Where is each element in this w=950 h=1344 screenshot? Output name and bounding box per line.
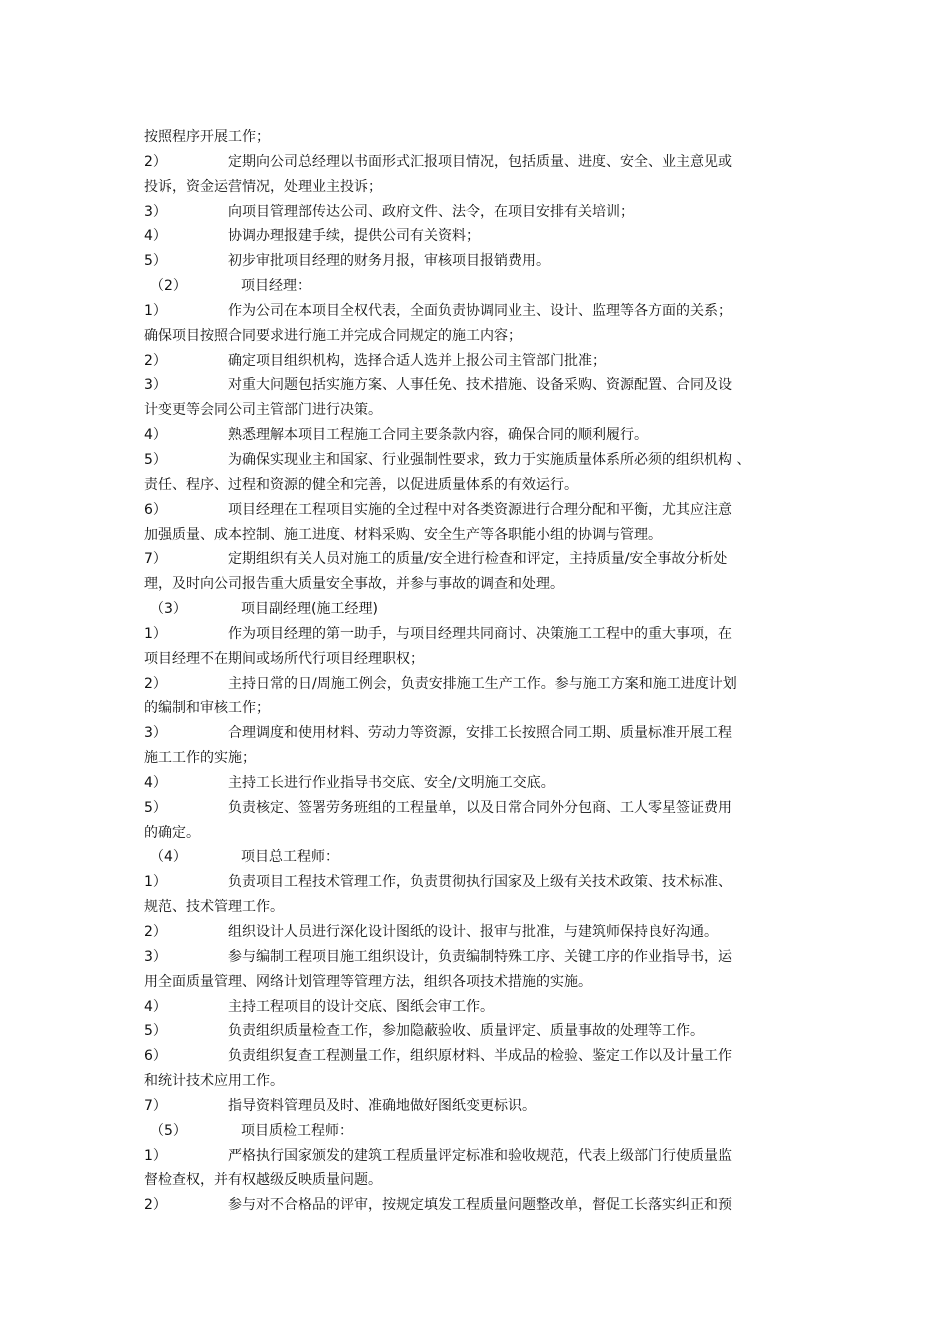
list-item bbox=[144, 945, 812, 970]
list-item bbox=[144, 1144, 812, 1169]
item-number: 1） bbox=[144, 1147, 167, 1164]
item-number: 4） bbox=[144, 998, 167, 1015]
list-item bbox=[144, 200, 812, 225]
item-number: 4） bbox=[144, 774, 167, 791]
section-number: （3） bbox=[150, 601, 187, 618]
item-number: 5） bbox=[144, 799, 167, 816]
list-item bbox=[144, 299, 812, 324]
section-title: 项目质检工程师： bbox=[241, 1122, 353, 1139]
list-item bbox=[144, 349, 812, 374]
item-text: 负责项目工程技术管理工作，负责贯彻执行国家及上级有关技术政策、技术标准、 bbox=[228, 874, 732, 891]
item-number: 2） bbox=[144, 352, 167, 369]
list-item bbox=[144, 498, 812, 523]
section-number: （5） bbox=[150, 1122, 187, 1139]
item-text: 项目经理在工程项目实施的全过程中对各类资源进行合理分配和平衡，尤其应注意 bbox=[228, 501, 732, 518]
item-number: 5） bbox=[144, 253, 167, 270]
continuation-line bbox=[144, 821, 812, 846]
list-item bbox=[144, 870, 812, 895]
list-item bbox=[144, 920, 812, 945]
item-text: 主持日常的日/周施工例会，负责安排施工生产工作。参与施工方案和施工进度计划 bbox=[228, 675, 737, 692]
continuation-text: 计变更等会同公司主管部门进行决策。 bbox=[144, 402, 382, 419]
item-number: 3） bbox=[144, 377, 167, 394]
item-number: 7） bbox=[144, 551, 167, 568]
continuation-text: 投诉，资金运营情况，处理业主投诉； bbox=[144, 178, 382, 195]
document-body bbox=[144, 125, 812, 1218]
continuation-text: 责任、程序、过程和资源的健全和完善，以促进质量体系的有效运行。 bbox=[144, 476, 578, 493]
section-heading bbox=[144, 1119, 812, 1144]
section-title: 项目总工程师： bbox=[241, 849, 339, 866]
section-heading bbox=[144, 274, 812, 299]
continuation-line bbox=[144, 647, 812, 672]
item-text: 作为项目经理的第一助手，与项目经理共同商讨、决策施工工程中的重大事项，在 bbox=[228, 625, 732, 642]
item-text: 指导资料管理员及时、准确地做好图纸变更标识。 bbox=[228, 1097, 536, 1114]
item-text: 定期组织有关人员对施工的质量/安全进行检查和评定，主持质量/安全事故分析处 bbox=[228, 551, 728, 568]
item-number: 2） bbox=[144, 675, 167, 692]
continuation-line bbox=[144, 1069, 812, 1094]
continuation-text: 和统计技术应用工作。 bbox=[144, 1073, 284, 1090]
continuation-line bbox=[144, 970, 812, 995]
continuation-line bbox=[144, 572, 812, 597]
list-item bbox=[144, 672, 812, 697]
list-item bbox=[144, 622, 812, 647]
item-text: 主持工长进行作业指导书交底、安全/文明施工交底。 bbox=[228, 774, 555, 791]
continuation-text: 用全面质量管理、网络计划管理等管理方法，组织各项技术措施的实施。 bbox=[144, 973, 592, 990]
continuation-line bbox=[144, 175, 812, 200]
item-number: 5） bbox=[144, 451, 167, 468]
item-text: 组织设计人员进行深化设计图纸的设计、报审与批准，与建筑师保持良好沟通。 bbox=[228, 924, 718, 940]
continuation-line bbox=[144, 1168, 812, 1193]
item-text: 负责组织复查工程测量工作，组织原材料、半成品的检验、鉴定工作以及计量工作 bbox=[228, 1048, 732, 1065]
item-text: 向项目管理部传达公司、政府文件、法令，在项目安排有关培训； bbox=[228, 203, 634, 220]
section-number: （4） bbox=[150, 849, 187, 866]
list-item bbox=[144, 1019, 812, 1044]
item-number: 4） bbox=[144, 228, 167, 245]
list-item bbox=[144, 547, 812, 572]
continuation-line bbox=[144, 696, 812, 721]
continuation-text: 督检查权，并有权越级反映质量问题。 bbox=[144, 1172, 382, 1189]
continuation-line bbox=[144, 895, 812, 920]
item-text: 确定项目组织机构，选择合适人选并上报公司主管部门批准； bbox=[228, 352, 606, 369]
continuation-text: 规范、技术管理工作。 bbox=[144, 899, 284, 916]
list-item bbox=[144, 1094, 812, 1119]
list-item bbox=[144, 796, 812, 821]
item-number: 3） bbox=[144, 725, 167, 742]
continuation-text: 施工工作的实施； bbox=[144, 750, 256, 767]
continuation-line bbox=[144, 746, 812, 771]
item-text: 作为公司在本项目全权代表，全面负责协调同业主、设计、监理等各方面的关系； bbox=[228, 302, 732, 319]
item-number: 3） bbox=[144, 948, 167, 965]
section-heading bbox=[144, 845, 812, 870]
list-item bbox=[144, 249, 812, 274]
item-number: 6） bbox=[144, 501, 167, 518]
item-text: 为确保实现业主和国家、行业强制性要求，致力于实施质量体系所必须的组织机构 、 bbox=[228, 451, 751, 468]
item-number: 4） bbox=[144, 427, 167, 444]
list-item bbox=[144, 448, 812, 473]
continuation-line bbox=[144, 125, 812, 150]
item-text: 严格执行国家颁发的建筑工程质量评定标准和验收规范，代表上级部门行使质量监 bbox=[228, 1147, 732, 1164]
item-number: 1） bbox=[144, 874, 167, 891]
section-title: 项目经理： bbox=[241, 278, 311, 295]
list-item bbox=[144, 1044, 812, 1069]
continuation-text: 加强质量、成本控制、施工进度、材料采购、安全生产等各职能小组的协调与管理。 bbox=[144, 526, 662, 543]
item-text: 负责组织质量检查工作，参加隐蔽验收、质量评定、质量事故的处理等工作。 bbox=[228, 1023, 704, 1040]
continuation-line bbox=[144, 398, 812, 423]
section-number: （2） bbox=[150, 278, 187, 295]
list-item bbox=[144, 150, 812, 175]
item-number: 2） bbox=[144, 924, 167, 940]
list-item bbox=[144, 995, 812, 1020]
item-text: 主持工程项目的设计交底、图纸会审工作。 bbox=[228, 998, 494, 1015]
continuation-line bbox=[144, 324, 812, 349]
item-text: 定期向公司总经理以书面形式汇报项目情况，包括质量、进度、安全、业主意见或 bbox=[228, 153, 732, 170]
item-text: 合理调度和使用材料、劳动力等资源，安排工长按照合同工期、质量标准开展工程 bbox=[228, 725, 732, 742]
item-number: 6） bbox=[144, 1048, 167, 1065]
item-number: 1） bbox=[144, 302, 167, 319]
section-title: 项目副经理(施工经理) bbox=[241, 601, 378, 618]
continuation-text: 按照程序开展工作； bbox=[144, 129, 270, 145]
item-text: 协调办理报建手续，提供公司有关资料； bbox=[228, 228, 480, 245]
continuation-text: 的确定。 bbox=[144, 824, 200, 841]
item-text: 参与编制工程项目施工组织设计，负责编制特殊工序、关键工序的作业指导书，运 bbox=[228, 948, 732, 965]
item-text: 初步审批项目经理的财务月报，审核项目报销费用。 bbox=[228, 253, 550, 270]
item-number: 3） bbox=[144, 203, 167, 220]
section-heading bbox=[144, 597, 812, 622]
item-text: 对重大问题包括实施方案、人事任免、技术措施、设备采购、资源配置、合同及设 bbox=[228, 377, 732, 394]
list-item bbox=[144, 224, 812, 249]
list-item bbox=[144, 423, 812, 448]
list-item bbox=[144, 771, 812, 796]
item-number: 5） bbox=[144, 1023, 167, 1040]
list-item bbox=[144, 373, 812, 398]
item-number: 2） bbox=[144, 1197, 167, 1214]
item-text: 负责核定、签署劳务班组的工程量单，以及日常合同外分包商、工人零星签证费用 bbox=[228, 799, 732, 816]
item-text: 参与对不合格品的评审，按规定填发工程质量问题整改单，督促工长落实纠正和预 bbox=[228, 1197, 732, 1214]
continuation-text: 的编制和审核工作； bbox=[144, 700, 270, 717]
continuation-text: 项目经理不在期间或场所代行项目经理职权； bbox=[144, 650, 424, 667]
continuation-line bbox=[144, 523, 812, 548]
item-number: 1） bbox=[144, 625, 167, 642]
item-text: 熟悉理解本项目工程施工合同主要条款内容，确保合同的顺利履行。 bbox=[228, 427, 648, 444]
continuation-text: 理，及时向公司报告重大质量安全事故，并参与事故的调查和处理。 bbox=[144, 576, 564, 593]
item-number: 2） bbox=[144, 153, 167, 170]
continuation-text: 确保项目按照合同要求进行施工并完成合同规定的施工内容； bbox=[144, 327, 522, 344]
continuation-line bbox=[144, 473, 812, 498]
list-item bbox=[144, 1193, 812, 1218]
list-item bbox=[144, 721, 812, 746]
item-number: 7） bbox=[144, 1097, 167, 1114]
